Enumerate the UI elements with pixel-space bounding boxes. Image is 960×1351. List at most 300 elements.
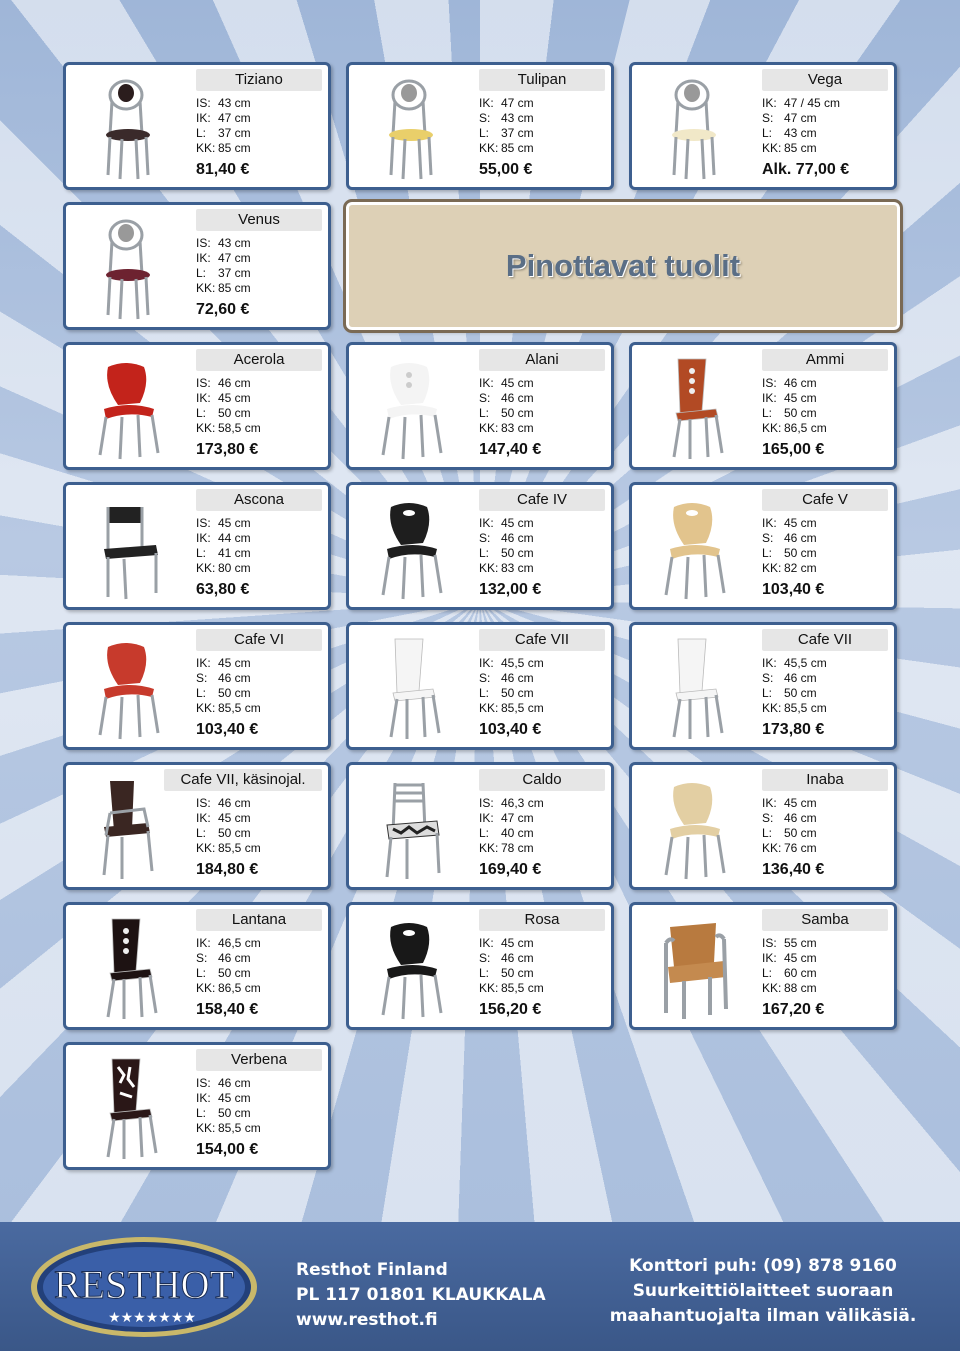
spec-value: 50 cm <box>501 966 534 980</box>
product-specs <box>479 376 534 436</box>
spec-row <box>762 701 827 716</box>
website-link[interactable]: www.resthot.fi <box>296 1310 438 1330</box>
chair-image <box>357 633 467 743</box>
spec-label: IK: <box>196 656 211 670</box>
spec-label: IK: <box>196 391 211 405</box>
footer <box>0 1222 960 1351</box>
product-name: Verbena <box>196 1049 322 1071</box>
product-specs <box>196 796 261 856</box>
spec-row <box>196 1091 261 1106</box>
spec-row <box>762 546 817 561</box>
spec-value: 45 cm <box>218 656 251 670</box>
spec-value: 60 cm <box>784 966 817 980</box>
spec-row <box>762 671 827 686</box>
spec-value: 46 cm <box>784 671 817 685</box>
spec-value: 37 cm <box>501 126 534 140</box>
spec-row <box>762 951 817 966</box>
spec-row <box>479 516 534 531</box>
product-name: Alani <box>479 349 605 371</box>
spec-row <box>762 966 817 981</box>
chair-image <box>74 1053 184 1163</box>
spec-row <box>479 951 544 966</box>
chair-image <box>640 353 750 463</box>
spec-row <box>196 826 261 841</box>
product-name: Cafe VI <box>196 629 322 651</box>
product-name: Cafe VII <box>762 629 888 651</box>
spec-row <box>196 141 251 156</box>
product-specs <box>479 656 544 716</box>
product-name: Ascona <box>196 489 322 511</box>
spec-row <box>479 826 544 841</box>
chair-image <box>640 73 750 183</box>
spec-value: 50 cm <box>218 966 251 980</box>
spec-row <box>479 376 534 391</box>
chair-image <box>640 493 750 603</box>
spec-row <box>479 111 534 126</box>
product-name: Cafe V <box>762 489 888 511</box>
spec-value: 50 cm <box>218 686 251 700</box>
product-specs <box>196 1076 261 1136</box>
spec-label: KK: <box>196 281 216 295</box>
spec-value: 85,5 cm <box>218 841 261 855</box>
spec-value: 50 cm <box>218 826 251 840</box>
spec-label: L: <box>196 406 207 420</box>
spec-value: 43 cm <box>501 111 534 125</box>
spec-row <box>479 671 544 686</box>
spec-label: L: <box>479 126 490 140</box>
spec-value: 45 cm <box>218 811 251 825</box>
spec-value: 83 cm <box>501 561 534 575</box>
spec-value: 50 cm <box>218 406 251 420</box>
spec-value: 47 cm <box>501 96 534 110</box>
product-price: 136,40 € <box>762 861 825 878</box>
spec-row <box>196 96 251 111</box>
spec-label: IK: <box>196 936 211 950</box>
product-name: Inaba <box>762 769 888 791</box>
spec-row <box>762 936 817 951</box>
product-specs <box>762 516 817 576</box>
spec-value: 47 cm <box>784 111 817 125</box>
company-address <box>296 1258 546 1333</box>
spec-label: IK: <box>479 656 494 670</box>
chair-image <box>74 633 184 743</box>
product-price: 132,00 € <box>479 581 542 598</box>
spec-value: 45 cm <box>501 936 534 950</box>
spec-value: 83 cm <box>501 421 534 435</box>
spec-row <box>479 126 534 141</box>
product-specs <box>479 936 544 996</box>
product-price: 165,00 € <box>762 441 825 458</box>
product-name: Tulipan <box>479 69 605 91</box>
product-specs <box>196 236 251 296</box>
spec-value: 47 cm <box>218 251 251 265</box>
product-name: Tiziano <box>196 69 322 91</box>
spec-row <box>479 701 544 716</box>
spec-row <box>762 96 840 111</box>
spec-label: L: <box>196 686 207 700</box>
product-price: 167,20 € <box>762 1001 825 1018</box>
product-price: 156,20 € <box>479 1001 542 1018</box>
spec-label: KK: <box>762 841 782 855</box>
spec-row <box>196 671 261 686</box>
chair-image <box>74 213 184 323</box>
spec-value: 50 cm <box>784 546 817 560</box>
product-price: 147,40 € <box>479 441 542 458</box>
spec-label: IS: <box>762 376 777 390</box>
product-card <box>629 902 897 1030</box>
spec-label: KK: <box>479 701 499 715</box>
spec-row <box>762 376 827 391</box>
chair-image <box>357 773 467 883</box>
spec-label: L: <box>762 546 773 560</box>
product-card <box>63 62 331 190</box>
product-specs <box>196 656 261 716</box>
spec-label: KK: <box>479 561 499 575</box>
chair-image <box>357 353 467 463</box>
spec-label: KK: <box>479 981 499 995</box>
spec-label: IS: <box>196 376 211 390</box>
spec-value: 45 cm <box>784 796 817 810</box>
spec-value: 85,5 cm <box>501 701 544 715</box>
chair-image <box>74 73 184 183</box>
spec-value: 47 cm <box>218 111 251 125</box>
spec-value: 45,5 cm <box>784 656 827 670</box>
product-price: 63,80 € <box>196 581 250 598</box>
spec-value: 46 cm <box>501 671 534 685</box>
spec-label: S: <box>196 671 208 685</box>
spec-row <box>762 811 817 826</box>
spec-value: 46 cm <box>784 376 817 390</box>
spec-row <box>196 936 261 951</box>
spec-label: KK: <box>479 141 499 155</box>
resthot-logo <box>28 1232 260 1342</box>
spec-row <box>762 686 827 701</box>
logo-text: RESTHOT <box>54 1262 234 1307</box>
spec-row <box>479 966 544 981</box>
product-card <box>629 62 897 190</box>
spec-value: 45 cm <box>784 951 817 965</box>
spec-row <box>479 811 544 826</box>
contact-info <box>578 1254 948 1329</box>
product-name: Cafe VII, käsinojal. <box>164 769 322 791</box>
product-name: Lantana <box>196 909 322 931</box>
spec-label: L: <box>196 826 207 840</box>
chair-image <box>357 493 467 603</box>
spec-value: 46 cm <box>218 376 251 390</box>
spec-label: IK: <box>479 516 494 530</box>
spec-row <box>762 391 827 406</box>
spec-row <box>762 826 817 841</box>
product-specs <box>762 936 817 996</box>
spec-value: 50 cm <box>784 826 817 840</box>
spec-label: S: <box>762 671 774 685</box>
spec-row <box>762 126 840 141</box>
spec-label: S: <box>479 391 491 405</box>
product-price: 103,40 € <box>762 581 825 598</box>
spec-row <box>762 981 817 996</box>
product-card <box>346 62 614 190</box>
spec-label: IK: <box>479 96 494 110</box>
spec-row <box>196 531 251 546</box>
spec-label: KK: <box>196 981 216 995</box>
spec-label: IS: <box>196 236 211 250</box>
spec-label: S: <box>479 671 491 685</box>
spec-label: L: <box>479 826 490 840</box>
spec-label: IS: <box>196 796 211 810</box>
spec-value: 76 cm <box>784 841 817 855</box>
spec-value: 50 cm <box>501 406 534 420</box>
spec-row <box>762 656 827 671</box>
product-price: 72,60 € <box>196 301 250 318</box>
spec-value: 46 cm <box>501 391 534 405</box>
spec-row <box>762 796 817 811</box>
spec-row <box>196 266 251 281</box>
product-price: 184,80 € <box>196 861 259 878</box>
spec-value: 50 cm <box>784 406 817 420</box>
product-price: 154,00 € <box>196 1141 259 1158</box>
spec-value: 45 cm <box>784 391 817 405</box>
spec-value: 45,5 cm <box>501 656 544 670</box>
product-specs <box>762 656 827 716</box>
product-name: Cafe IV <box>479 489 605 511</box>
spec-label: IS: <box>479 796 494 810</box>
product-card <box>63 202 331 330</box>
chair-image <box>357 913 467 1023</box>
product-card <box>63 622 331 750</box>
spec-label: KK: <box>196 841 216 855</box>
spec-row <box>479 656 544 671</box>
product-name: Samba <box>762 909 888 931</box>
spec-row <box>479 531 534 546</box>
spec-value: 47 / 45 cm <box>784 96 841 110</box>
spec-label: KK: <box>196 701 216 715</box>
spec-row <box>762 531 817 546</box>
company-name: Resthot Finland <box>296 1260 448 1280</box>
spec-value: 85 cm <box>218 281 251 295</box>
stackable-chairs-banner <box>346 202 900 330</box>
spec-value: 46 cm <box>501 951 534 965</box>
spec-row <box>479 841 544 856</box>
spec-label: IS: <box>196 516 211 530</box>
spec-row <box>196 516 251 531</box>
spec-value: 37 cm <box>218 126 251 140</box>
spec-label: IK: <box>196 111 211 125</box>
product-price: 81,40 € <box>196 161 250 178</box>
spec-row <box>196 951 261 966</box>
spec-label: S: <box>479 531 491 545</box>
product-price: Alk. 77,00 € <box>762 161 850 178</box>
product-card <box>63 762 331 890</box>
spec-label: L: <box>479 966 490 980</box>
spec-row <box>196 966 261 981</box>
product-card <box>629 482 897 610</box>
spec-row <box>196 406 261 421</box>
spec-value: 46 cm <box>218 1076 251 1090</box>
slogan-line-1: Suurkeittiölaitteet suoraan <box>632 1281 894 1301</box>
spec-label: IS: <box>196 1076 211 1090</box>
product-name: Cafe VII <box>479 629 605 651</box>
product-price: 103,40 € <box>196 721 259 738</box>
spec-row <box>196 391 261 406</box>
spec-row <box>479 141 534 156</box>
spec-value: 58,5 cm <box>218 421 261 435</box>
product-specs <box>479 516 534 576</box>
spec-value: 85 cm <box>501 141 534 155</box>
spec-label: KK: <box>196 421 216 435</box>
spec-row <box>196 841 261 856</box>
spec-label: IK: <box>762 516 777 530</box>
spec-value: 37 cm <box>218 266 251 280</box>
product-specs <box>479 96 534 156</box>
product-card <box>629 342 897 470</box>
spec-label: S: <box>762 811 774 825</box>
spec-value: 43 cm <box>784 126 817 140</box>
spec-row <box>196 546 251 561</box>
spec-row <box>479 96 534 111</box>
spec-row <box>196 1076 261 1091</box>
spec-value: 82 cm <box>784 561 817 575</box>
spec-label: IK: <box>196 251 211 265</box>
spec-value: 85,5 cm <box>784 701 827 715</box>
spec-row <box>479 561 534 576</box>
logo-stars: ★★★★★★★ <box>108 1310 196 1326</box>
spec-row <box>762 421 827 436</box>
spec-value: 46,5 cm <box>218 936 261 950</box>
spec-value: 86,5 cm <box>218 981 261 995</box>
spec-row <box>762 111 840 126</box>
spec-value: 47 cm <box>501 811 534 825</box>
spec-label: IK: <box>479 811 494 825</box>
product-card <box>63 902 331 1030</box>
product-name: Vega <box>762 69 888 91</box>
spec-label: IK: <box>762 951 777 965</box>
spec-label: S: <box>762 111 774 125</box>
spec-row <box>196 686 261 701</box>
spec-label: KK: <box>479 421 499 435</box>
spec-row <box>196 251 251 266</box>
spec-value: 46 cm <box>218 951 251 965</box>
spec-label: IS: <box>196 96 211 110</box>
product-card <box>346 762 614 890</box>
spec-label: IK: <box>479 376 494 390</box>
product-name: Rosa <box>479 909 605 931</box>
spec-label: L: <box>479 546 490 560</box>
spec-label: IK: <box>762 391 777 405</box>
product-price: 55,00 € <box>479 161 533 178</box>
spec-row <box>196 1106 261 1121</box>
spec-value: 85 cm <box>784 141 817 155</box>
spec-label: IK: <box>479 936 494 950</box>
product-specs <box>762 796 817 856</box>
spec-row <box>196 126 251 141</box>
spec-row <box>479 796 544 811</box>
spec-row <box>762 841 817 856</box>
product-card <box>346 482 614 610</box>
slogan-line-2: maahantuojalta ilman välikäsiä. <box>609 1306 917 1326</box>
spec-value: 45 cm <box>218 1091 251 1105</box>
product-price: 173,80 € <box>762 721 825 738</box>
spec-label: S: <box>479 951 491 965</box>
product-card <box>346 342 614 470</box>
spec-value: 85 cm <box>218 141 251 155</box>
spec-label: KK: <box>762 701 782 715</box>
spec-label: IK: <box>196 1091 211 1105</box>
postal-address: PL 117 01801 KLAUKKALA <box>296 1285 546 1305</box>
spec-row <box>479 936 544 951</box>
product-card <box>63 482 331 610</box>
spec-value: 46 cm <box>784 531 817 545</box>
spec-value: 45 cm <box>501 376 534 390</box>
spec-value: 40 cm <box>501 826 534 840</box>
spec-value: 50 cm <box>501 686 534 700</box>
spec-row <box>196 1121 261 1136</box>
spec-value: 78 cm <box>501 841 534 855</box>
spec-label: IK: <box>196 811 211 825</box>
spec-label: L: <box>479 406 490 420</box>
spec-row <box>196 981 261 996</box>
spec-value: 50 cm <box>501 546 534 560</box>
spec-label: L: <box>762 126 773 140</box>
spec-value: 46 cm <box>501 531 534 545</box>
spec-label: IK: <box>762 96 777 110</box>
product-specs <box>196 376 261 436</box>
spec-label: L: <box>762 826 773 840</box>
spec-value: 46,3 cm <box>501 796 544 810</box>
spec-label: KK: <box>196 1121 216 1135</box>
spec-value: 85,5 cm <box>218 701 261 715</box>
spec-label: S: <box>196 951 208 965</box>
spec-label: KK: <box>762 421 782 435</box>
spec-value: 88 cm <box>784 981 817 995</box>
product-price: 173,80 € <box>196 441 259 458</box>
spec-row <box>479 686 544 701</box>
spec-value: 45 cm <box>784 516 817 530</box>
spec-label: KK: <box>762 981 782 995</box>
spec-value: 50 cm <box>784 686 817 700</box>
spec-row <box>196 281 251 296</box>
spec-row <box>196 376 261 391</box>
product-price: 158,40 € <box>196 1001 259 1018</box>
spec-row <box>762 406 827 421</box>
product-specs <box>196 96 251 156</box>
spec-row <box>762 516 817 531</box>
spec-label: L: <box>762 966 773 980</box>
spec-value: 50 cm <box>218 1106 251 1120</box>
product-specs <box>479 796 544 856</box>
product-card <box>629 622 897 750</box>
spec-row <box>196 561 251 576</box>
spec-value: 41 cm <box>218 546 251 560</box>
spec-label: L: <box>479 686 490 700</box>
product-name: Caldo <box>479 769 605 791</box>
spec-row <box>196 656 261 671</box>
product-card <box>629 762 897 890</box>
spec-label: IK: <box>762 656 777 670</box>
spec-value: 46 cm <box>218 671 251 685</box>
spec-label: KK: <box>762 141 782 155</box>
chair-image <box>640 773 750 883</box>
spec-label: L: <box>196 966 207 980</box>
chair-image <box>640 913 750 1023</box>
product-name: Venus <box>196 209 322 231</box>
spec-row <box>196 701 261 716</box>
spec-row <box>479 421 534 436</box>
spec-value: 86,5 cm <box>784 421 827 435</box>
chair-image <box>74 493 184 603</box>
spec-value: 85,5 cm <box>218 1121 261 1135</box>
spec-value: 46 cm <box>218 796 251 810</box>
spec-label: IK: <box>762 796 777 810</box>
